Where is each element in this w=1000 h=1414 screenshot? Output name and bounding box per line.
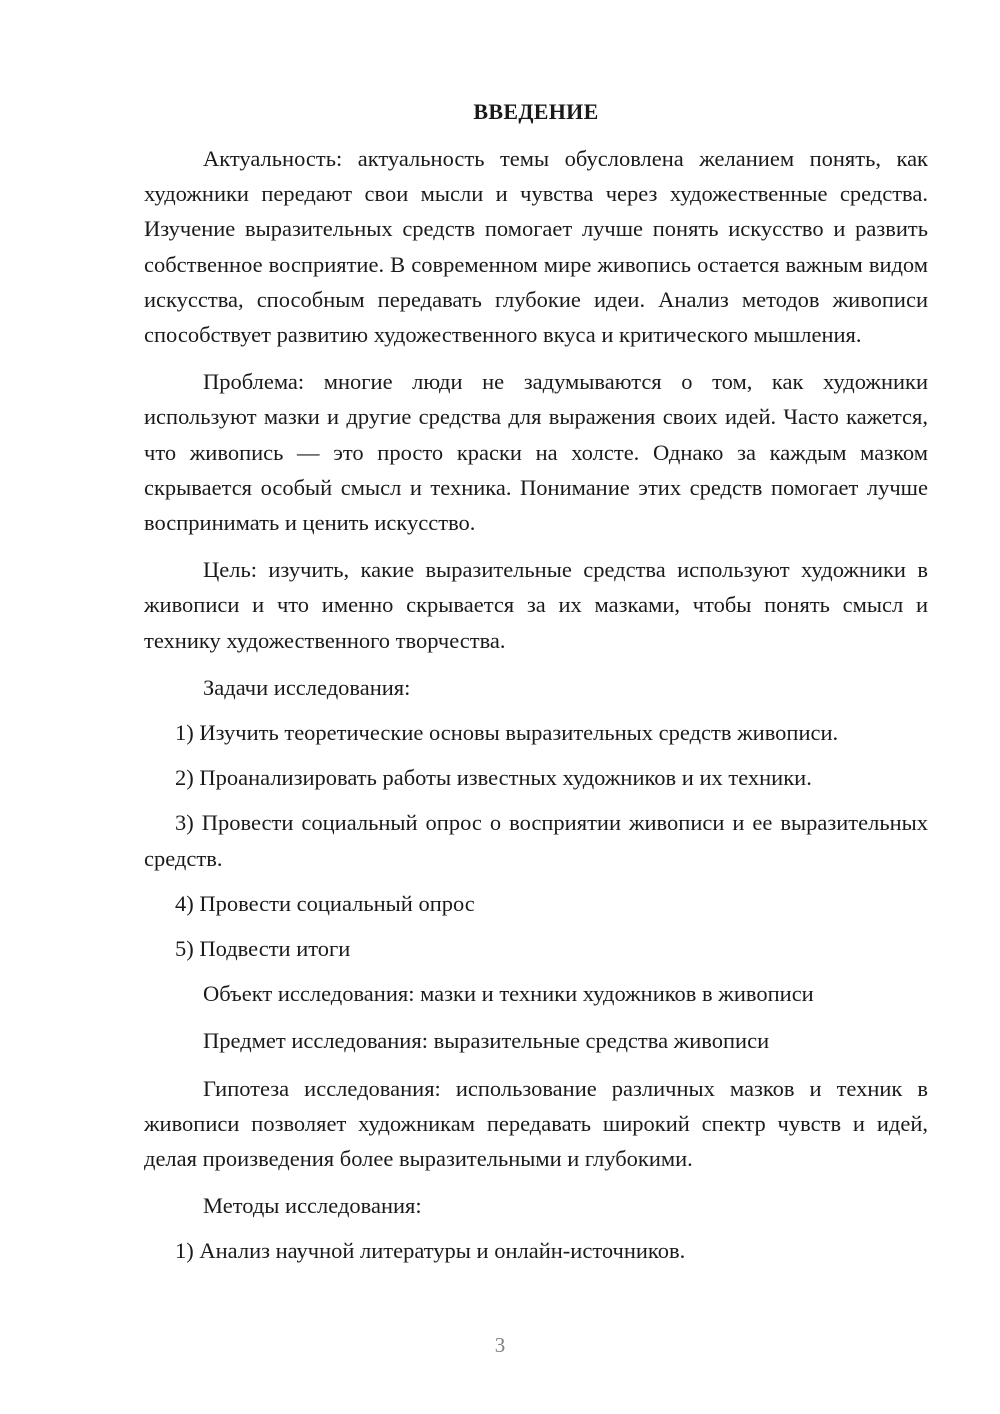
method-item: 1) Анализ научной литературы и онлайн-источников. xyxy=(175,1238,686,1264)
page-number: 3 xyxy=(494,1333,506,1357)
hypothesis-paragraph: Гипотеза исследования: использование различных мазков и техник в живописи позволяет художникам передавать широкий спектр чувств и идей, делая произведения более выразительными и глубокими. xyxy=(144,1075,928,1172)
page-body xyxy=(144,97,928,1269)
relevance-paragraph: Актуальность: актуальность темы обусловлена желанием понять, как художники передают свои мысли и чувства через художественные средства. Изучение выразительных средств помогает лучше понять искусство и развить собственное восприятие. В современном мире живопись остается важным видом искусства, способным передавать глубокие идеи. Анализ методов живописи способствует развитию художественного вкуса и критического мышления. xyxy=(144,146,928,348)
task-item: 3) Провести социальный опрос о восприятии живописи и ее выразительных средств. xyxy=(144,810,928,871)
goal-paragraph: Цель: изучить, какие выразительные средства используют художники в живописи и что именно скрывается за их мазками, чтобы понять смысл и технику художественного творчества. xyxy=(144,557,928,653)
problem-paragraph: Проблема: многие люди не задумываются о том, как художники используют мазки и другие средства для выражения своих идей. Часто кажется, что живопись — это просто краски на холсте. Однако за каждым мазком скрывается особый смысл и техника. Понимание этих средств помогает лучше воспринимать и ценить искусство. xyxy=(144,369,928,536)
page-title: ВВЕДЕНИЕ xyxy=(473,99,599,124)
tasks-heading: Задачи исследования: xyxy=(203,674,411,700)
task-item: 1) Изучить теоретические основы выразительных средств живописи. xyxy=(175,720,839,746)
task-item: 4) Провести социальный опрос xyxy=(175,890,475,916)
task-item: 5) Подвести итоги xyxy=(175,936,351,962)
object-paragraph: Объект исследования: мазки и техники художников в живописи xyxy=(203,981,814,1007)
task-item: 2) Проанализировать работы известных художников и их техники. xyxy=(175,765,812,791)
methods-heading: Методы исследования: xyxy=(203,1193,422,1219)
subject-paragraph: Предмет исследования: выразительные средства живописи xyxy=(203,1028,770,1054)
